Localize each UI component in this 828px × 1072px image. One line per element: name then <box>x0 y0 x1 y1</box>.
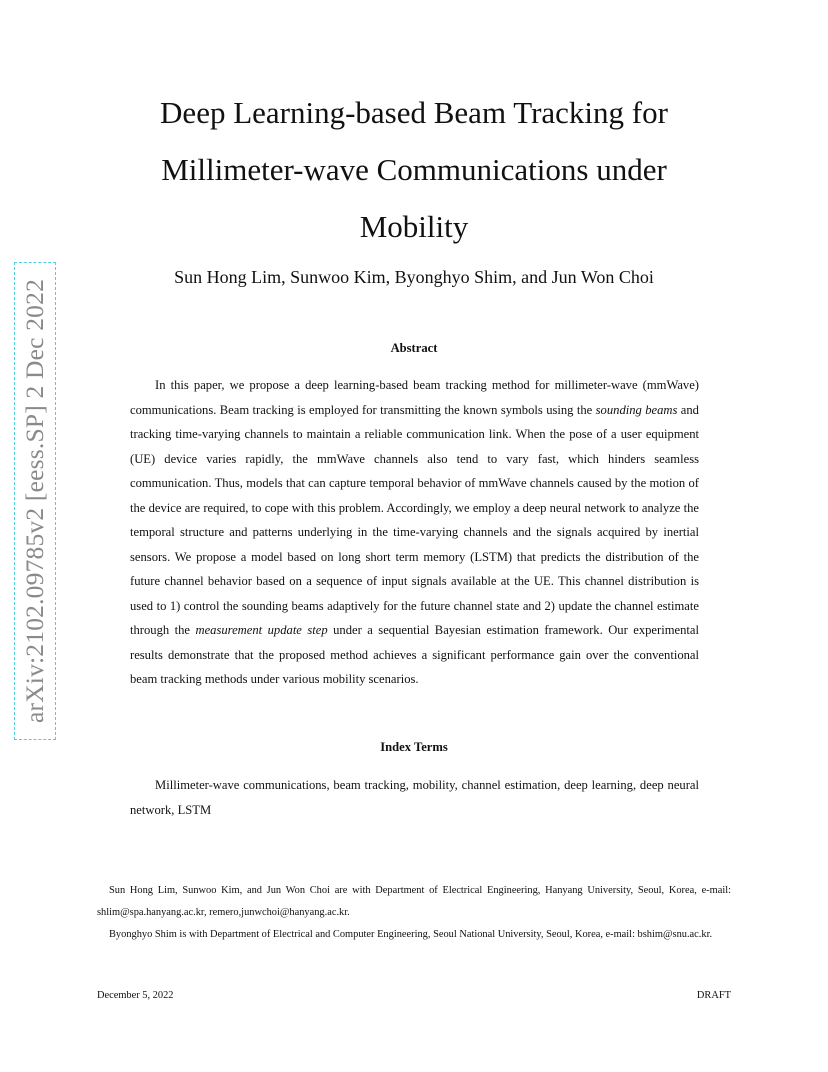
abstract-emphasis-1: sounding beams <box>595 402 678 417</box>
title-line-2: Millimeter-wave Communications under <box>161 152 667 187</box>
abstract-heading: Abstract <box>390 341 438 355</box>
abstract-text-part-2: and tracking time-varying channels to maintain a reliable communication link. When the pose of a user equipment (UE) device varies rapidly, the mmWave channels also tend to vary fast, which hinders seamless communication. Thus, models that can capture temporal behavior of mmWave channels caused by the motion of the device are required, to cope with this problem. Accordingly, we employ a deep neural network to analyze the temporal structure and patterns underlying in the time-varying channels and the signals acquired by inertial sensors. We propose a model based on long short term memory (LSTM) that predicts the distribution of the future channel behavior based on a sequence of input signals available at the UE. This channel distribution is used to 1) control the sounding beams adaptively for the future channel state and 2) update the channel estimate through the <box>130 402 699 637</box>
index-terms-heading: Index Terms <box>380 740 448 754</box>
footer-date: December 5, 2022 <box>97 990 174 1001</box>
title-line-3: Mobility <box>359 209 469 244</box>
footnote: Sun Hong Lim, Sunwoo Kim, and Jun Won Choi are with Department of Electrical Engineering, Hanyang University, Seoul, Korea, e-mail: shlim@spa.hanyang.ac.kr, remero,junwchoi@hanyang.ac.kr. <box>97 885 731 918</box>
abstract-text-part-1: In this paper, we propose a deep learning-based beam tracking method for millimeter-wave (mmWave) communications. Beam tracking is employed for transmitting the known symbols using the <box>130 378 699 417</box>
footnote: Byonghyo Shim is with Department of Electrical and Computer Engineering, Seoul National University, Seoul, Korea, e-mail: bshim@snu.ac.kr. <box>109 929 713 940</box>
paper-title <box>100 84 728 255</box>
index-terms-text: Millimeter-wave communications, beam tracking, mobility, channel estimation, deep learning, deep neural network, LSTM <box>130 778 699 817</box>
abstract-text-part-3: under a sequential Bayesian estimation framework. Our experimental results demonstrate that the proposed method achieves a significant performance gain over the conventional beam tracking methods under various mobility scenarios. <box>130 623 699 686</box>
footnotes <box>97 880 731 946</box>
abstract-text <box>130 373 699 692</box>
arxiv-stamp: arXiv:2102.09785v2 [eess.SP] 2 Dec 2022 <box>20 278 49 724</box>
footer-status: DRAFT <box>696 990 731 1001</box>
authors: Sun Hong Lim, Sunwoo Kim, Byonghyo Shim, and Jun Won Choi <box>174 267 654 287</box>
title-line-1: Deep Learning-based Beam Tracking for <box>160 95 668 130</box>
abstract-emphasis-2: measurement update step <box>195 623 328 637</box>
